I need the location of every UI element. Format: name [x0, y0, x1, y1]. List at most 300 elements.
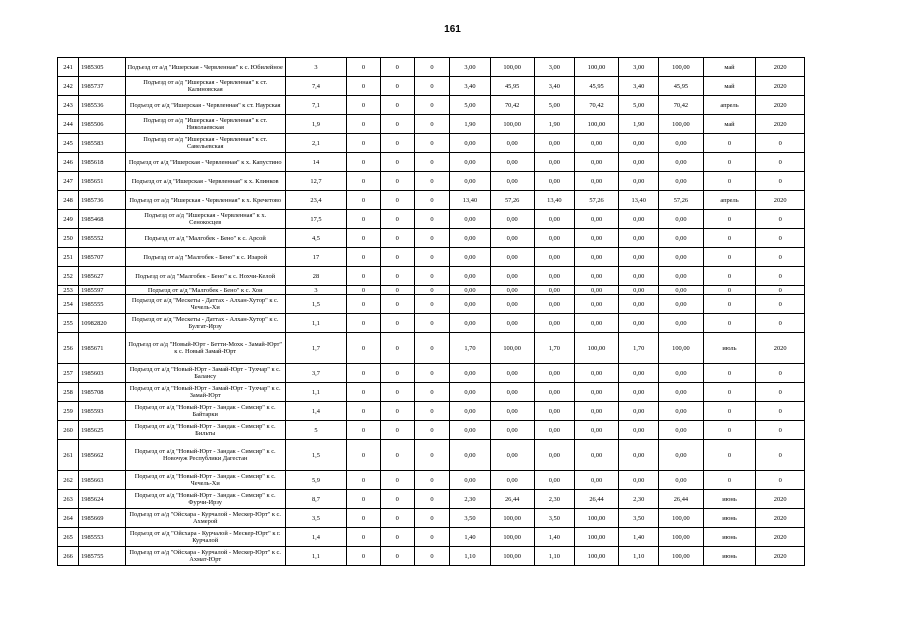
- road-id: 1985552: [79, 229, 125, 248]
- col-4: 0: [347, 210, 381, 229]
- road-length: 1,5: [285, 295, 346, 314]
- col-5: 0: [380, 547, 414, 566]
- col-5: 0: [380, 191, 414, 210]
- table-row: [58, 286, 805, 295]
- col-9: 13,40: [534, 191, 574, 210]
- road-name: Подъезд от а/д "Малгобек - Бено" к с. Нохчи-Келой: [125, 267, 285, 286]
- col-6: 0: [414, 528, 450, 547]
- road-length: 5,9: [285, 471, 346, 490]
- month-cell: 0: [703, 402, 756, 421]
- col-6: 0: [414, 383, 450, 402]
- col-10: 0,00: [574, 295, 618, 314]
- col-11: 0,00: [619, 286, 659, 295]
- col-12: 0,00: [659, 402, 703, 421]
- col-4: 0: [347, 402, 381, 421]
- col-11: 2,30: [619, 490, 659, 509]
- col-10: 70,42: [574, 96, 618, 115]
- table-row: [58, 547, 805, 566]
- col-11: 0,00: [619, 383, 659, 402]
- col-6: 0: [414, 286, 450, 295]
- year-cell: 0: [756, 471, 805, 490]
- road-id: 1985603: [79, 364, 125, 383]
- col-12: 45,95: [659, 77, 703, 96]
- col-8: 0,00: [490, 248, 534, 267]
- month-cell: 0: [703, 314, 756, 333]
- col-8: 0,00: [490, 153, 534, 172]
- col-12: 100,00: [659, 509, 703, 528]
- col-7: 0,00: [450, 383, 490, 402]
- col-8: 57,26: [490, 191, 534, 210]
- col-5: 0: [380, 115, 414, 134]
- year-cell: 0: [756, 314, 805, 333]
- col-8: 0,00: [490, 229, 534, 248]
- year-cell: 0: [756, 402, 805, 421]
- col-8: 45,95: [490, 77, 534, 96]
- col-10: 26,44: [574, 490, 618, 509]
- col-5: 0: [380, 153, 414, 172]
- col-12: 0,00: [659, 383, 703, 402]
- col-4: 0: [347, 440, 381, 471]
- road-name: Подъезд от а/д "Новый-Юрт - Зандак - Симсир" к с. Байтарки: [125, 402, 285, 421]
- col-7: 0,00: [450, 364, 490, 383]
- road-id: 1985708: [79, 383, 125, 402]
- table-row: [58, 267, 805, 286]
- road-name: Подъезд от а/д "Ишерская - Червленная" к х. Капустино: [125, 153, 285, 172]
- col-11: 0,00: [619, 210, 659, 229]
- col-10: 100,00: [574, 547, 618, 566]
- table-row: [58, 248, 805, 267]
- col-9: 0,00: [534, 440, 574, 471]
- col-4: 0: [347, 96, 381, 115]
- row-number: 253: [58, 286, 79, 295]
- road-name: Подъезд от а/д "Ишерская - Червленная" к х. Кречетово: [125, 191, 285, 210]
- col-12: 0,00: [659, 172, 703, 191]
- road-id: 1985707: [79, 248, 125, 267]
- row-number: 265: [58, 528, 79, 547]
- col-7: 1,10: [450, 547, 490, 566]
- col-7: 3,50: [450, 509, 490, 528]
- col-6: 0: [414, 191, 450, 210]
- road-name: Подъезд от а/д "Малгобек - Бено" к с. Изарой: [125, 248, 285, 267]
- col-4: 0: [347, 333, 381, 364]
- row-number: 252: [58, 267, 79, 286]
- road-id: 1985662: [79, 440, 125, 471]
- road-length: 23,4: [285, 191, 346, 210]
- col-6: 0: [414, 77, 450, 96]
- col-5: 0: [380, 96, 414, 115]
- road-id: 1985625: [79, 421, 125, 440]
- col-6: 0: [414, 421, 450, 440]
- month-cell: июнь: [703, 490, 756, 509]
- col-5: 0: [380, 440, 414, 471]
- col-7: 13,40: [450, 191, 490, 210]
- col-7: 0,00: [450, 267, 490, 286]
- road-id: 1985506: [79, 115, 125, 134]
- col-11: 0,00: [619, 134, 659, 153]
- col-12: 0,00: [659, 153, 703, 172]
- col-4: 0: [347, 229, 381, 248]
- table-row: [58, 96, 805, 115]
- road-id: 1985593: [79, 402, 125, 421]
- col-12: 0,00: [659, 314, 703, 333]
- year-cell: 0: [756, 383, 805, 402]
- col-8: 100,00: [490, 58, 534, 77]
- month-cell: 0: [703, 153, 756, 172]
- col-11: 0,00: [619, 172, 659, 191]
- month-cell: 0: [703, 364, 756, 383]
- road-id: 1985624: [79, 490, 125, 509]
- road-length: 1,1: [285, 383, 346, 402]
- col-4: 0: [347, 134, 381, 153]
- month-cell: 0: [703, 471, 756, 490]
- month-cell: 0: [703, 286, 756, 295]
- row-number: 254: [58, 295, 79, 314]
- col-9: 1,90: [534, 115, 574, 134]
- col-7: 0,00: [450, 440, 490, 471]
- col-11: 13,40: [619, 191, 659, 210]
- year-cell: 0: [756, 172, 805, 191]
- month-cell: май: [703, 77, 756, 96]
- table-row: [58, 153, 805, 172]
- col-9: 0,00: [534, 471, 574, 490]
- col-8: 0,00: [490, 402, 534, 421]
- table-row: [58, 383, 805, 402]
- col-6: 0: [414, 509, 450, 528]
- road-length: 1,7: [285, 333, 346, 364]
- col-4: 0: [347, 528, 381, 547]
- col-6: 0: [414, 248, 450, 267]
- col-10: 0,00: [574, 172, 618, 191]
- table-row: [58, 421, 805, 440]
- col-5: 0: [380, 333, 414, 364]
- col-5: 0: [380, 267, 414, 286]
- col-12: 0,00: [659, 229, 703, 248]
- col-6: 0: [414, 364, 450, 383]
- road-name: Подъезд от а/д "Новый-Юрт - Зандак - Симсир" к с. Новочуж Республики Дагестан: [125, 440, 285, 471]
- col-10: 0,00: [574, 364, 618, 383]
- col-5: 0: [380, 509, 414, 528]
- col-10: 57,26: [574, 191, 618, 210]
- col-6: 0: [414, 115, 450, 134]
- row-number: 262: [58, 471, 79, 490]
- col-6: 0: [414, 58, 450, 77]
- row-number: 249: [58, 210, 79, 229]
- col-9: 0,00: [534, 383, 574, 402]
- col-4: 0: [347, 295, 381, 314]
- col-4: 0: [347, 172, 381, 191]
- col-12: 57,26: [659, 191, 703, 210]
- col-7: 0,00: [450, 134, 490, 153]
- year-cell: 0: [756, 364, 805, 383]
- col-9: 1,70: [534, 333, 574, 364]
- col-10: 0,00: [574, 286, 618, 295]
- road-name: Подъезд от а/д "Ойсхара - Курчалой - Мескер-Юрт" к с. Ахмат-Юрт: [125, 547, 285, 566]
- col-9: 0,00: [534, 314, 574, 333]
- road-length: 3: [285, 286, 346, 295]
- month-cell: 0: [703, 267, 756, 286]
- col-7: 0,00: [450, 229, 490, 248]
- year-cell: 0: [756, 421, 805, 440]
- col-12: 100,00: [659, 547, 703, 566]
- col-9: 0,00: [534, 153, 574, 172]
- month-cell: июнь: [703, 547, 756, 566]
- month-cell: 0: [703, 172, 756, 191]
- table-row: [58, 210, 805, 229]
- road-id: 1985651: [79, 172, 125, 191]
- col-8: 100,00: [490, 528, 534, 547]
- col-8: 0,00: [490, 314, 534, 333]
- col-8: 0,00: [490, 471, 534, 490]
- road-length: 1,9: [285, 115, 346, 134]
- col-4: 0: [347, 490, 381, 509]
- col-12: 0,00: [659, 471, 703, 490]
- road-name: Подъезд от а/д "Ишерская - Червленная" к с. Юбилейное: [125, 58, 285, 77]
- month-cell: 0: [703, 440, 756, 471]
- col-11: 1,10: [619, 547, 659, 566]
- col-11: 0,00: [619, 440, 659, 471]
- year-cell: 2020: [756, 96, 805, 115]
- col-5: 0: [380, 77, 414, 96]
- year-cell: 2020: [756, 77, 805, 96]
- col-4: 0: [347, 421, 381, 440]
- road-id: 1985671: [79, 333, 125, 364]
- col-7: 0,00: [450, 286, 490, 295]
- table-row: [58, 509, 805, 528]
- col-12: 0,00: [659, 267, 703, 286]
- road-length: 17,5: [285, 210, 346, 229]
- col-10: 0,00: [574, 267, 618, 286]
- road-name: Подъезд от а/д "Ойсхара - Курчалой - Мескер-Юрт" к с. Ахмерой: [125, 509, 285, 528]
- table-row: [58, 77, 805, 96]
- road-length: 3,7: [285, 364, 346, 383]
- month-cell: 0: [703, 383, 756, 402]
- col-7: 1,70: [450, 333, 490, 364]
- col-4: 0: [347, 77, 381, 96]
- table-row: [58, 191, 805, 210]
- row-number: 245: [58, 134, 79, 153]
- road-id: 1985669: [79, 509, 125, 528]
- road-name: Подъезд от а/д "Ишерская - Червленная" к х. Сенокосцев: [125, 210, 285, 229]
- row-number: 266: [58, 547, 79, 566]
- col-10: 0,00: [574, 440, 618, 471]
- road-name: Подъезд от а/д "Ойсхара - Курчалой - Мескер-Юрт" к г. Курчалой: [125, 528, 285, 547]
- col-4: 0: [347, 471, 381, 490]
- col-5: 0: [380, 134, 414, 153]
- table-row: [58, 333, 805, 364]
- col-10: 0,00: [574, 383, 618, 402]
- col-5: 0: [380, 383, 414, 402]
- col-12: 100,00: [659, 58, 703, 77]
- col-12: 0,00: [659, 440, 703, 471]
- month-cell: 0: [703, 421, 756, 440]
- month-cell: июнь: [703, 509, 756, 528]
- table-row: [58, 229, 805, 248]
- road-name: Подъезд от а/д "Мескеты - Даттах - Алхан-Хутор" к с. Булгат-Ирзу: [125, 314, 285, 333]
- road-name: Подъезд от а/д "Ишерская - Червленная" к ст. Калиновская: [125, 77, 285, 96]
- road-length: 3: [285, 58, 346, 77]
- road-length: 8,7: [285, 490, 346, 509]
- road-id: 1985597: [79, 286, 125, 295]
- col-7: 3,00: [450, 58, 490, 77]
- road-name: Подъезд от а/д "Новый-Юрт - Замай-Юрт - Тухчар" к с. Замай-Юрт: [125, 383, 285, 402]
- col-8: 100,00: [490, 509, 534, 528]
- road-length: 1,4: [285, 528, 346, 547]
- row-number: 261: [58, 440, 79, 471]
- col-9: 0,00: [534, 402, 574, 421]
- col-6: 0: [414, 402, 450, 421]
- col-8: 100,00: [490, 547, 534, 566]
- col-9: 0,00: [534, 172, 574, 191]
- col-9: 0,00: [534, 248, 574, 267]
- col-9: 2,30: [534, 490, 574, 509]
- table-row: [58, 295, 805, 314]
- col-9: 1,10: [534, 547, 574, 566]
- col-12: 0,00: [659, 421, 703, 440]
- road-length: 17: [285, 248, 346, 267]
- road-length: 5: [285, 421, 346, 440]
- road-id: 1985553: [79, 528, 125, 547]
- col-7: 0,00: [450, 402, 490, 421]
- col-10: 0,00: [574, 402, 618, 421]
- col-4: 0: [347, 286, 381, 295]
- year-cell: 0: [756, 248, 805, 267]
- road-length: 7,1: [285, 96, 346, 115]
- col-5: 0: [380, 172, 414, 191]
- col-5: 0: [380, 58, 414, 77]
- col-11: 1,90: [619, 115, 659, 134]
- month-cell: июнь: [703, 528, 756, 547]
- row-number: 257: [58, 364, 79, 383]
- col-4: 0: [347, 153, 381, 172]
- col-5: 0: [380, 295, 414, 314]
- col-6: 0: [414, 295, 450, 314]
- road-name: Подъезд от а/д "Новый-Юрт - Бетти-Мохк - Замай-Юрт" к с. Новый Замай-Юрт: [125, 333, 285, 364]
- col-9: 5,00: [534, 96, 574, 115]
- col-11: 0,00: [619, 248, 659, 267]
- col-7: 0,00: [450, 172, 490, 191]
- col-10: 100,00: [574, 333, 618, 364]
- col-8: 0,00: [490, 172, 534, 191]
- road-name: Подъезд от а/д "Малгобек - Бено" к с. Хои: [125, 286, 285, 295]
- col-8: 0,00: [490, 267, 534, 286]
- table-row: [58, 364, 805, 383]
- col-8: 0,00: [490, 421, 534, 440]
- col-7: 0,00: [450, 210, 490, 229]
- col-5: 0: [380, 229, 414, 248]
- row-number: 260: [58, 421, 79, 440]
- col-6: 0: [414, 471, 450, 490]
- road-name: Подъезд от а/д "Малгобек - Бено" к с. Арсой: [125, 229, 285, 248]
- road-name: Подъезд от а/д "Ишерская - Червленная" к х. Клинков: [125, 172, 285, 191]
- year-cell: 2020: [756, 115, 805, 134]
- col-6: 0: [414, 134, 450, 153]
- row-number: 263: [58, 490, 79, 509]
- col-6: 0: [414, 153, 450, 172]
- table-row: [58, 528, 805, 547]
- year-cell: 0: [756, 286, 805, 295]
- road-id: 1985618: [79, 153, 125, 172]
- row-number: 241: [58, 58, 79, 77]
- col-6: 0: [414, 267, 450, 286]
- col-8: 0,00: [490, 440, 534, 471]
- road-name: Подъезд от а/д "Новый-Юрт - Зандак - Симсир" к с. Фурчи-Ирзу: [125, 490, 285, 509]
- col-11: 5,00: [619, 96, 659, 115]
- col-8: 0,00: [490, 383, 534, 402]
- col-12: 0,00: [659, 286, 703, 295]
- col-4: 0: [347, 314, 381, 333]
- road-id: 1985468: [79, 210, 125, 229]
- col-10: 100,00: [574, 58, 618, 77]
- col-7: 1,40: [450, 528, 490, 547]
- col-7: 0,00: [450, 248, 490, 267]
- year-cell: 0: [756, 134, 805, 153]
- road-id: 1985737: [79, 77, 125, 96]
- col-11: 0,00: [619, 364, 659, 383]
- col-5: 0: [380, 421, 414, 440]
- col-11: 1,40: [619, 528, 659, 547]
- col-11: 3,40: [619, 77, 659, 96]
- road-length: 1,1: [285, 314, 346, 333]
- row-number: 255: [58, 314, 79, 333]
- col-12: 100,00: [659, 333, 703, 364]
- row-number: 243: [58, 96, 79, 115]
- col-12: 26,44: [659, 490, 703, 509]
- col-5: 0: [380, 286, 414, 295]
- road-name: Подъезд от а/д "Ишерская - Червленная" к ст. Савельевская: [125, 134, 285, 153]
- row-number: 242: [58, 77, 79, 96]
- col-6: 0: [414, 333, 450, 364]
- year-cell: 0: [756, 267, 805, 286]
- col-11: 3,50: [619, 509, 659, 528]
- col-7: 2,30: [450, 490, 490, 509]
- row-number: 251: [58, 248, 79, 267]
- col-10: 0,00: [574, 421, 618, 440]
- col-8: 0,00: [490, 210, 534, 229]
- col-5: 0: [380, 490, 414, 509]
- col-9: 0,00: [534, 267, 574, 286]
- year-cell: 2020: [756, 58, 805, 77]
- year-cell: 2020: [756, 191, 805, 210]
- month-cell: май: [703, 58, 756, 77]
- col-11: 0,00: [619, 267, 659, 286]
- col-4: 0: [347, 509, 381, 528]
- col-8: 100,00: [490, 115, 534, 134]
- year-cell: 2020: [756, 547, 805, 566]
- col-5: 0: [380, 364, 414, 383]
- col-5: 0: [380, 248, 414, 267]
- road-name: Подъезд от а/д "Мескеты - Даттах - Алхан-Хутор" к с. Чечель-Хи: [125, 295, 285, 314]
- road-length: 28: [285, 267, 346, 286]
- col-4: 0: [347, 58, 381, 77]
- month-cell: апрель: [703, 96, 756, 115]
- year-cell: 0: [756, 153, 805, 172]
- col-9: 0,00: [534, 210, 574, 229]
- table-row: [58, 402, 805, 421]
- col-9: 3,40: [534, 77, 574, 96]
- road-id: 1985583: [79, 134, 125, 153]
- table-row: [58, 314, 805, 333]
- col-9: 0,00: [534, 286, 574, 295]
- road-length: 1,4: [285, 402, 346, 421]
- road-id: 1985555: [79, 295, 125, 314]
- col-7: 0,00: [450, 421, 490, 440]
- row-number: 258: [58, 383, 79, 402]
- col-12: 0,00: [659, 248, 703, 267]
- col-5: 0: [380, 471, 414, 490]
- col-9: 3,00: [534, 58, 574, 77]
- col-12: 0,00: [659, 134, 703, 153]
- col-9: 0,00: [534, 229, 574, 248]
